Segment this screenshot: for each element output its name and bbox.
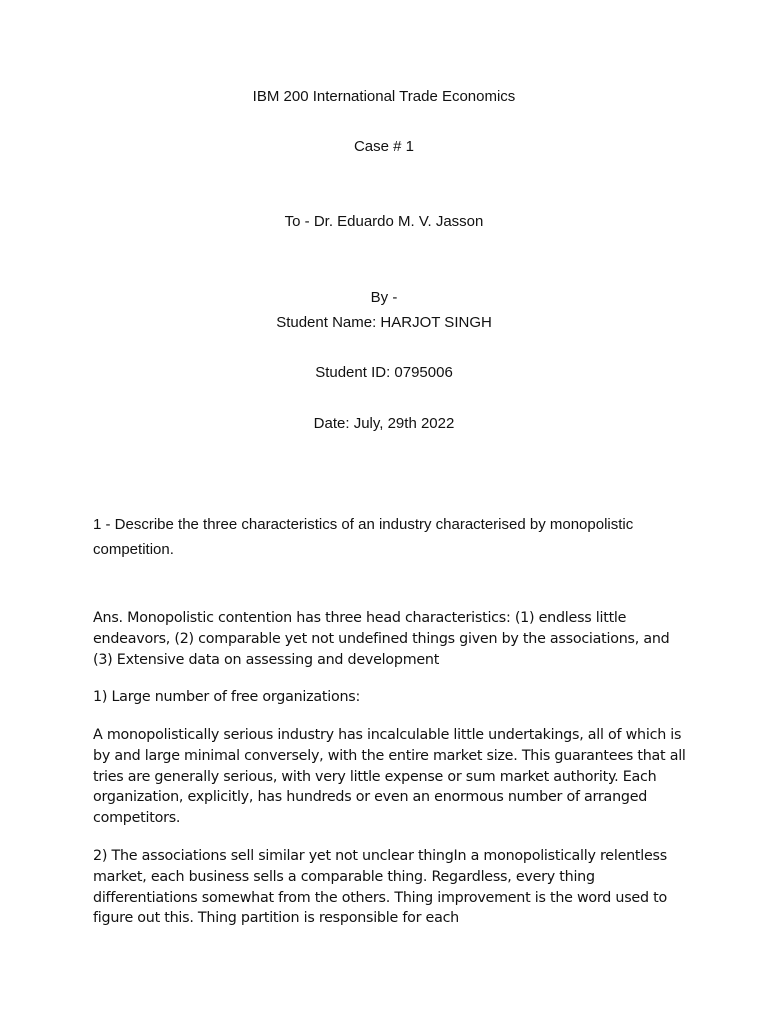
point-1-heading: 1) Large number of free organizations: — [93, 689, 361, 705]
student-id: Student ID: 0795006 — [315, 364, 453, 381]
case-number: Case # 1 — [353, 138, 415, 155]
question-text: 1 - Describe the three characteristics of an industry characterised by monopolistic competition. — [93, 516, 634, 558]
answer-intro: Ans. Monopolistic contention has three head characteristics: (1) endless little endeavors, (2) comparable yet not undefined things given by the associations, and (3) Extensive data on assessing and development — [93, 610, 670, 668]
student-name: Student Name: HARJOT SINGH — [276, 314, 492, 331]
point-2-body: 2) The associations sell similar yet not unclear thingIn a monopolistically relentless market, each business sells a comparable thing. Regardless, every thing differentiations somewhat from the others. Thing improvement is the word used to figure out this. Thing partition is responsible for each — [93, 848, 667, 927]
recipient-line: To - Dr. Eduardo M. V. Jasson — [284, 213, 484, 230]
by-label: By - — [370, 289, 398, 306]
point-1-body: A monopolistically serious industry has incalculable little undertakings, all of which is by and large minimal conversely, with the entire market size. This guarantees that all tries are generally serious, with very little expense or sum market authority. Each organization, explicitly, has hundreds or even an enormous number of arranged competitors. — [93, 727, 686, 827]
submission-date: Date: July, 29th 2022 — [313, 415, 455, 432]
course-title: IBM 200 International Trade Economics — [252, 88, 516, 105]
